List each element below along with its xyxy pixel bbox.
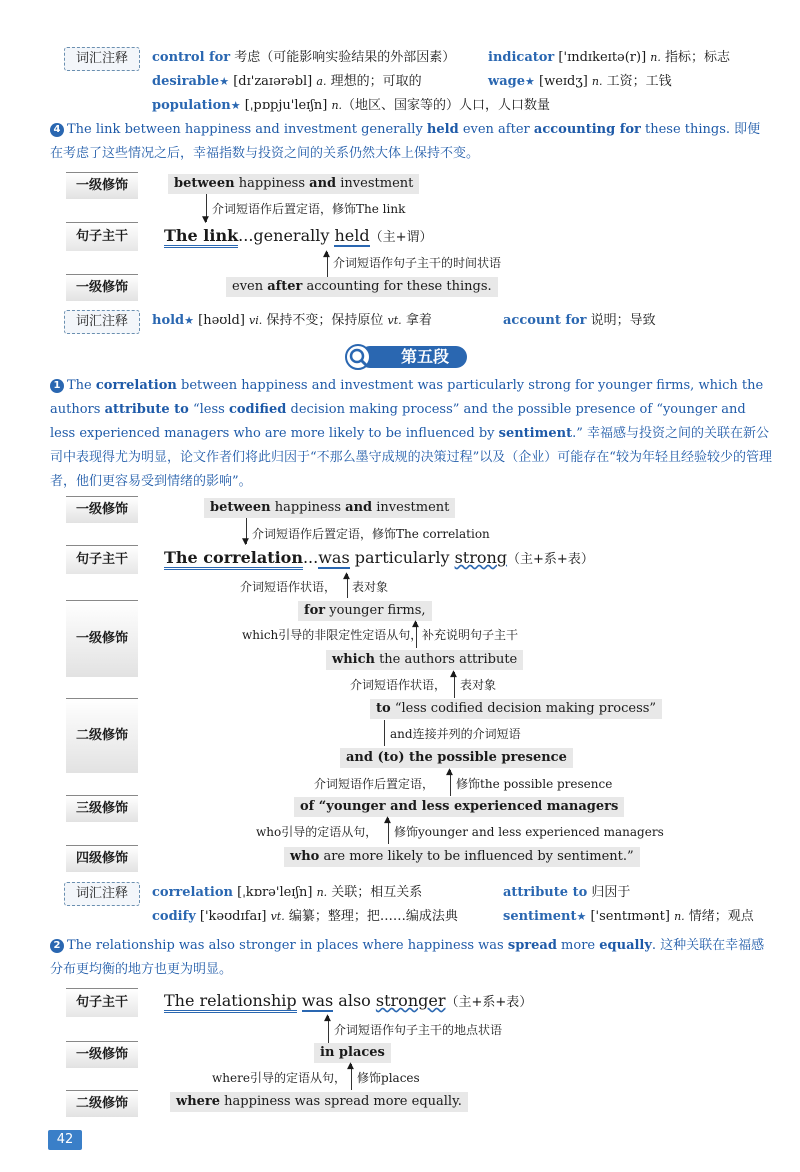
level-label: 一级修饰 [66,496,138,523]
modifier-box: which the authors attribute [326,650,523,670]
arrow-up-icon: ▲ [384,815,391,825]
grammar-note: and连接并列的介词短语 [390,727,521,741]
star-icon: ★ [230,99,241,112]
grammar-note: 介词短语作状语， [240,580,337,594]
main-clause: The link...generally held（主+谓） [164,225,433,249]
grammar-note: 修饰younger and less experienced managers [394,825,664,839]
grammar-note: where引导的定语从句， [212,1071,346,1085]
page-number: 42 [48,1130,82,1150]
level-label: 句子主干 [66,545,138,574]
section-title: 第五段 [400,347,449,366]
arrow-up-icon: ▲ [324,1013,331,1023]
grammar-note: 表对象 [460,678,497,692]
vocab-entry-wage: wage★ [weɪdʒ] n. 工资；工钱 [488,74,672,89]
grammar-note: 表对象 [352,580,389,594]
modifier-box: in places [314,1043,391,1063]
vocab-entry-control-for: control for 考虑（可能影响实验结果的外部因素） [152,50,456,65]
arrow-up-icon: ▲ [347,1061,354,1071]
grammar-note: 介词短语作句子主干的地点状语 [334,1023,503,1037]
vocab-tag: 词汇注释 [64,310,140,334]
main-clause: The relationship was also stronger（主+系+表） [164,990,532,1014]
grammar-note: 介词短语作状语， [350,678,447,692]
level-label: 二级修饰 [66,1090,138,1117]
sentence-number: 4 [50,123,64,137]
modifier-box: between happiness and investment [204,498,455,518]
grammar-note: 介词短语作后置定语，修饰The correlation [252,527,490,541]
grammar-note: 修饰places [357,1071,420,1085]
vocab-entry-desirable: desirable★ [dɪ'zaɪərəbl] a. 理想的；可取的 [152,74,422,89]
level-label: 句子主干 [66,222,138,251]
level-label: 三级修饰 [66,795,138,822]
grammar-note: who引导的定语从句， [256,825,378,839]
level-label: 四级修饰 [66,845,138,872]
arrow-up-icon: ▲ [412,619,419,629]
level-label: 一级修饰 [66,172,138,199]
vocab-entry-correlation: correlation [ˌkɒrə'leɪʃn] n. 关联；相互关系 [152,885,423,900]
grammar-note: 介词短语作句子主干的时间状语 [333,256,502,270]
vocab-entry-account-for: account for 说明；导致 [503,313,656,328]
sentence-number: 2 [50,939,64,953]
vocab-entry-sentiment: sentiment★ ['sentɪmənt] n. 情绪；观点 [503,909,754,924]
modifier-box: and (to) the possible presence [340,748,573,768]
arrow-down-icon: ▼ [202,215,209,225]
star-icon: ★ [576,910,587,923]
star-icon: ★ [524,75,535,88]
grammar-note: 补充说明句子主干 [422,628,519,642]
star-icon: ★ [219,75,230,88]
vocab-tag: 词汇注释 [64,882,140,906]
arrow-down-icon: ▼ [242,537,249,547]
vocab-tag: 词汇注释 [64,47,140,71]
vocab-entry-codify: codify ['kəʊdɪfaɪ] vt. 编纂；整理；把……编成法典 [152,909,458,924]
sentence-5-2: 2 The relationship was also stronger in places where happiness was spread more equally. 这种关联在幸福感分布更均衡的地方也更为明显。 [50,938,765,977]
level-label: 一级修饰 [66,274,138,301]
arrow-up-icon: ▲ [446,767,453,777]
vocab-entry-hold: hold★ [həʊld] vi. 保持不变；保持原位 vt. 拿着 [152,313,432,328]
grammar-note: 修饰the possible presence [456,777,613,791]
modifier-box: who are more likely to be influenced by sentiment.” [284,847,640,867]
section-header [345,344,470,370]
modifier-box: between happiness and investment [168,174,419,194]
sentence-number: 1 [50,379,64,393]
level-label: 句子主干 [66,988,138,1017]
main-clause: The correlation...was particularly strong（主+系+表） [164,547,594,571]
vocab-entry-population: population★ [ˌpɒpju'leɪʃn] n.（地区、国家等的）人口，人口数量 [152,98,551,113]
grammar-note: 介词短语作后置定语， [314,777,435,791]
modifier-box: for younger firms, [298,601,432,621]
connector-line [384,720,385,746]
sentence-5-1: 1 The correlation between happiness and investment was particularly strong for younger firms, which the authors attribute to “less codified decision making process” and the possible presence of “younger and less experienced managers who are more likely to be influenced by sentiment.” 幸福感与投资之间的关联在新公司中表现得尤为明显，论文作者们将此归因于“不那么墨守成规的决策过程”以及（企业）可能存在“较为年轻且经验较少的管理者，他们更容易受到情绪的影响”。 [50,378,772,489]
arrow-up-icon: ▲ [450,669,457,679]
grammar-note: which引导的非限定性定语从句， [242,628,423,642]
modifier-box: to “less codified decision making process” [370,699,662,719]
modifier-box: where happiness was spread more equally. [170,1092,468,1112]
grammar-note: 介词短语作后置定语，修饰The link [212,202,406,216]
modifier-box: even after accounting for these things. [226,277,498,297]
level-label: 二级修饰 [66,698,138,773]
sentence-4: 4 The link between happiness and investment generally held even after accounting for these things. 即便在考虑了这些情况之后，幸福指数与投资之间的关系仍然大体上保持不变。 [50,122,761,161]
level-label: 一级修饰 [66,600,138,677]
level-label: 一级修饰 [66,1041,138,1068]
modifier-box: of “younger and less experienced managers [294,797,624,817]
vocab-entry-attribute-to: attribute to 归因于 [503,885,631,900]
star-icon: ★ [184,314,195,327]
arrow-up-icon: ▲ [323,249,330,259]
vocab-entry-indicator: indicator ['ɪndɪkeɪtə(r)] n. 指标；标志 [488,50,731,65]
arrow-up-icon: ▲ [343,571,350,581]
